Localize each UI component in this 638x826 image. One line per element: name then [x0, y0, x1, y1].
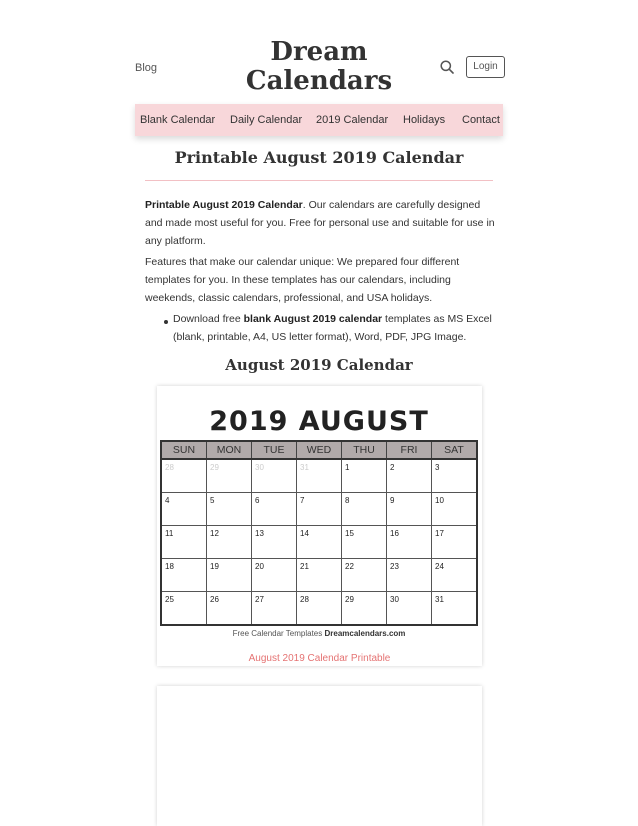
calendar-week-row [162, 559, 476, 592]
site-logo[interactable] [0, 38, 638, 96]
calendar-caption-link[interactable]: August 2019 Calendar Printable [248, 653, 391, 664]
intro-text: . Our calendars are carefully designed and made most useful for you. Free for personal use and suitable for use in any platform. [145, 199, 495, 247]
calendar-day-cell: 29 [207, 460, 252, 492]
calendar-footer-site: Dreamcalendars.com [324, 629, 406, 638]
calendar-day-cell: 30 [387, 592, 432, 624]
calendar-grid [160, 440, 478, 626]
calendar-day-cell: 8 [342, 493, 387, 525]
calendar-day-cell: 15 [342, 526, 387, 558]
calendar-day-cell: 29 [342, 592, 387, 624]
title-divider [145, 180, 493, 181]
logo-line-2: Calendars [245, 66, 393, 96]
bullet-dot [164, 320, 168, 324]
nav-item-holidays[interactable]: Holidays [403, 114, 446, 126]
calendar-day-cell: 1 [342, 460, 387, 492]
blog-link[interactable]: Blog [135, 62, 158, 74]
features-paragraph: Features that make our calendar unique: We prepared four different templates for you. In these templates has our calendars, including weekends, classic calendars, professional, and USA holidays. [145, 256, 460, 304]
calendar-day-cell: 4 [162, 493, 207, 525]
weekday-label: MON [207, 442, 252, 458]
second-calendar-card [157, 686, 482, 826]
calendar-day-cell: 31 [435, 595, 444, 604]
calendar-week-row [162, 526, 476, 559]
login-button[interactable]: Login [466, 56, 505, 78]
intro-bold: Printable August 2019 Calendar [145, 199, 303, 211]
weekday-label: FRI [387, 442, 432, 458]
weekday-label: WED [297, 442, 342, 458]
logo-line-1: Dream [270, 37, 368, 67]
calendar-week-row [162, 460, 476, 493]
calendar-weeks [162, 460, 476, 624]
weekday-label: THU [342, 442, 387, 458]
calendar-day-cell: 22 [342, 559, 387, 591]
calendar-day-cell: 23 [387, 559, 432, 591]
calendar-day-cell: 26 [207, 592, 252, 624]
calendar-day-cell: 5 [207, 493, 252, 525]
calendar-day-cell: 14 [297, 526, 342, 558]
weekday-label: TUE [252, 442, 297, 458]
calendar-footer [160, 629, 478, 638]
calendar-image[interactable] [160, 406, 478, 638]
calendar-day-cell: 30 [252, 460, 297, 492]
calendar-day-cell: 27 [252, 592, 297, 624]
calendar-day-cell: 2 [387, 460, 432, 492]
section-title: August 2019 Calendar [225, 356, 413, 374]
calendar-week-row [162, 592, 476, 624]
nav-item-contact[interactable]: Contact [462, 114, 500, 126]
calendar-day-cell: 24 [435, 562, 444, 571]
calendar-day-cell: 9 [387, 493, 432, 525]
weekday-label: SUN [162, 442, 207, 458]
calendar-day-cell: 21 [297, 559, 342, 591]
calendar-day-cell: 17 [435, 529, 444, 538]
calendar-day-cell: 20 [252, 559, 297, 591]
calendar-day-cell: 10 [435, 496, 444, 505]
search-icon[interactable] [440, 60, 454, 74]
bullet-post: templates as MS Excel (blank, printable, A4, US letter format), Word, PDF, JPG Image. [173, 313, 492, 343]
calendar-day-cell: 28 [162, 460, 207, 492]
nav-item-2019-calendar[interactable]: 2019 Calendar [316, 114, 389, 126]
calendar-footer-text: Free Calendar Templates [232, 629, 325, 638]
calendar-heading: 2019 AUGUST [209, 406, 429, 437]
calendar-day-cell: 12 [207, 526, 252, 558]
calendar-day-cell: 31 [297, 460, 342, 492]
calendar-day-cell: 6 [252, 493, 297, 525]
weekday-label: SAT [444, 444, 464, 456]
download-list-item [173, 310, 495, 346]
intro-paragraph [145, 196, 495, 250]
calendar-day-cell: 3 [435, 463, 440, 472]
calendar-day-cell: 11 [162, 526, 207, 558]
calendar-week-row [162, 493, 476, 526]
main-nav [135, 104, 503, 136]
calendar-day-cell: 13 [252, 526, 297, 558]
calendar-day-cell: 7 [297, 493, 342, 525]
nav-item-daily-calendar[interactable]: Daily Calendar [230, 114, 303, 126]
calendar-day-cell: 16 [387, 526, 432, 558]
calendar-day-cell: 28 [297, 592, 342, 624]
calendar-day-cell: 25 [162, 592, 207, 624]
calendar-day-cell: 18 [162, 559, 207, 591]
page-title: Printable August 2019 Calendar [174, 148, 464, 167]
bullet-bold-link[interactable]: blank August 2019 calendar [243, 313, 383, 325]
weekday-row [162, 442, 476, 460]
site-header [0, 0, 638, 104]
calendar-day-cell: 19 [207, 559, 252, 591]
bullet-pre: Download free [173, 313, 244, 325]
nav-item-blank-calendar[interactable]: Blank Calendar [140, 114, 216, 126]
